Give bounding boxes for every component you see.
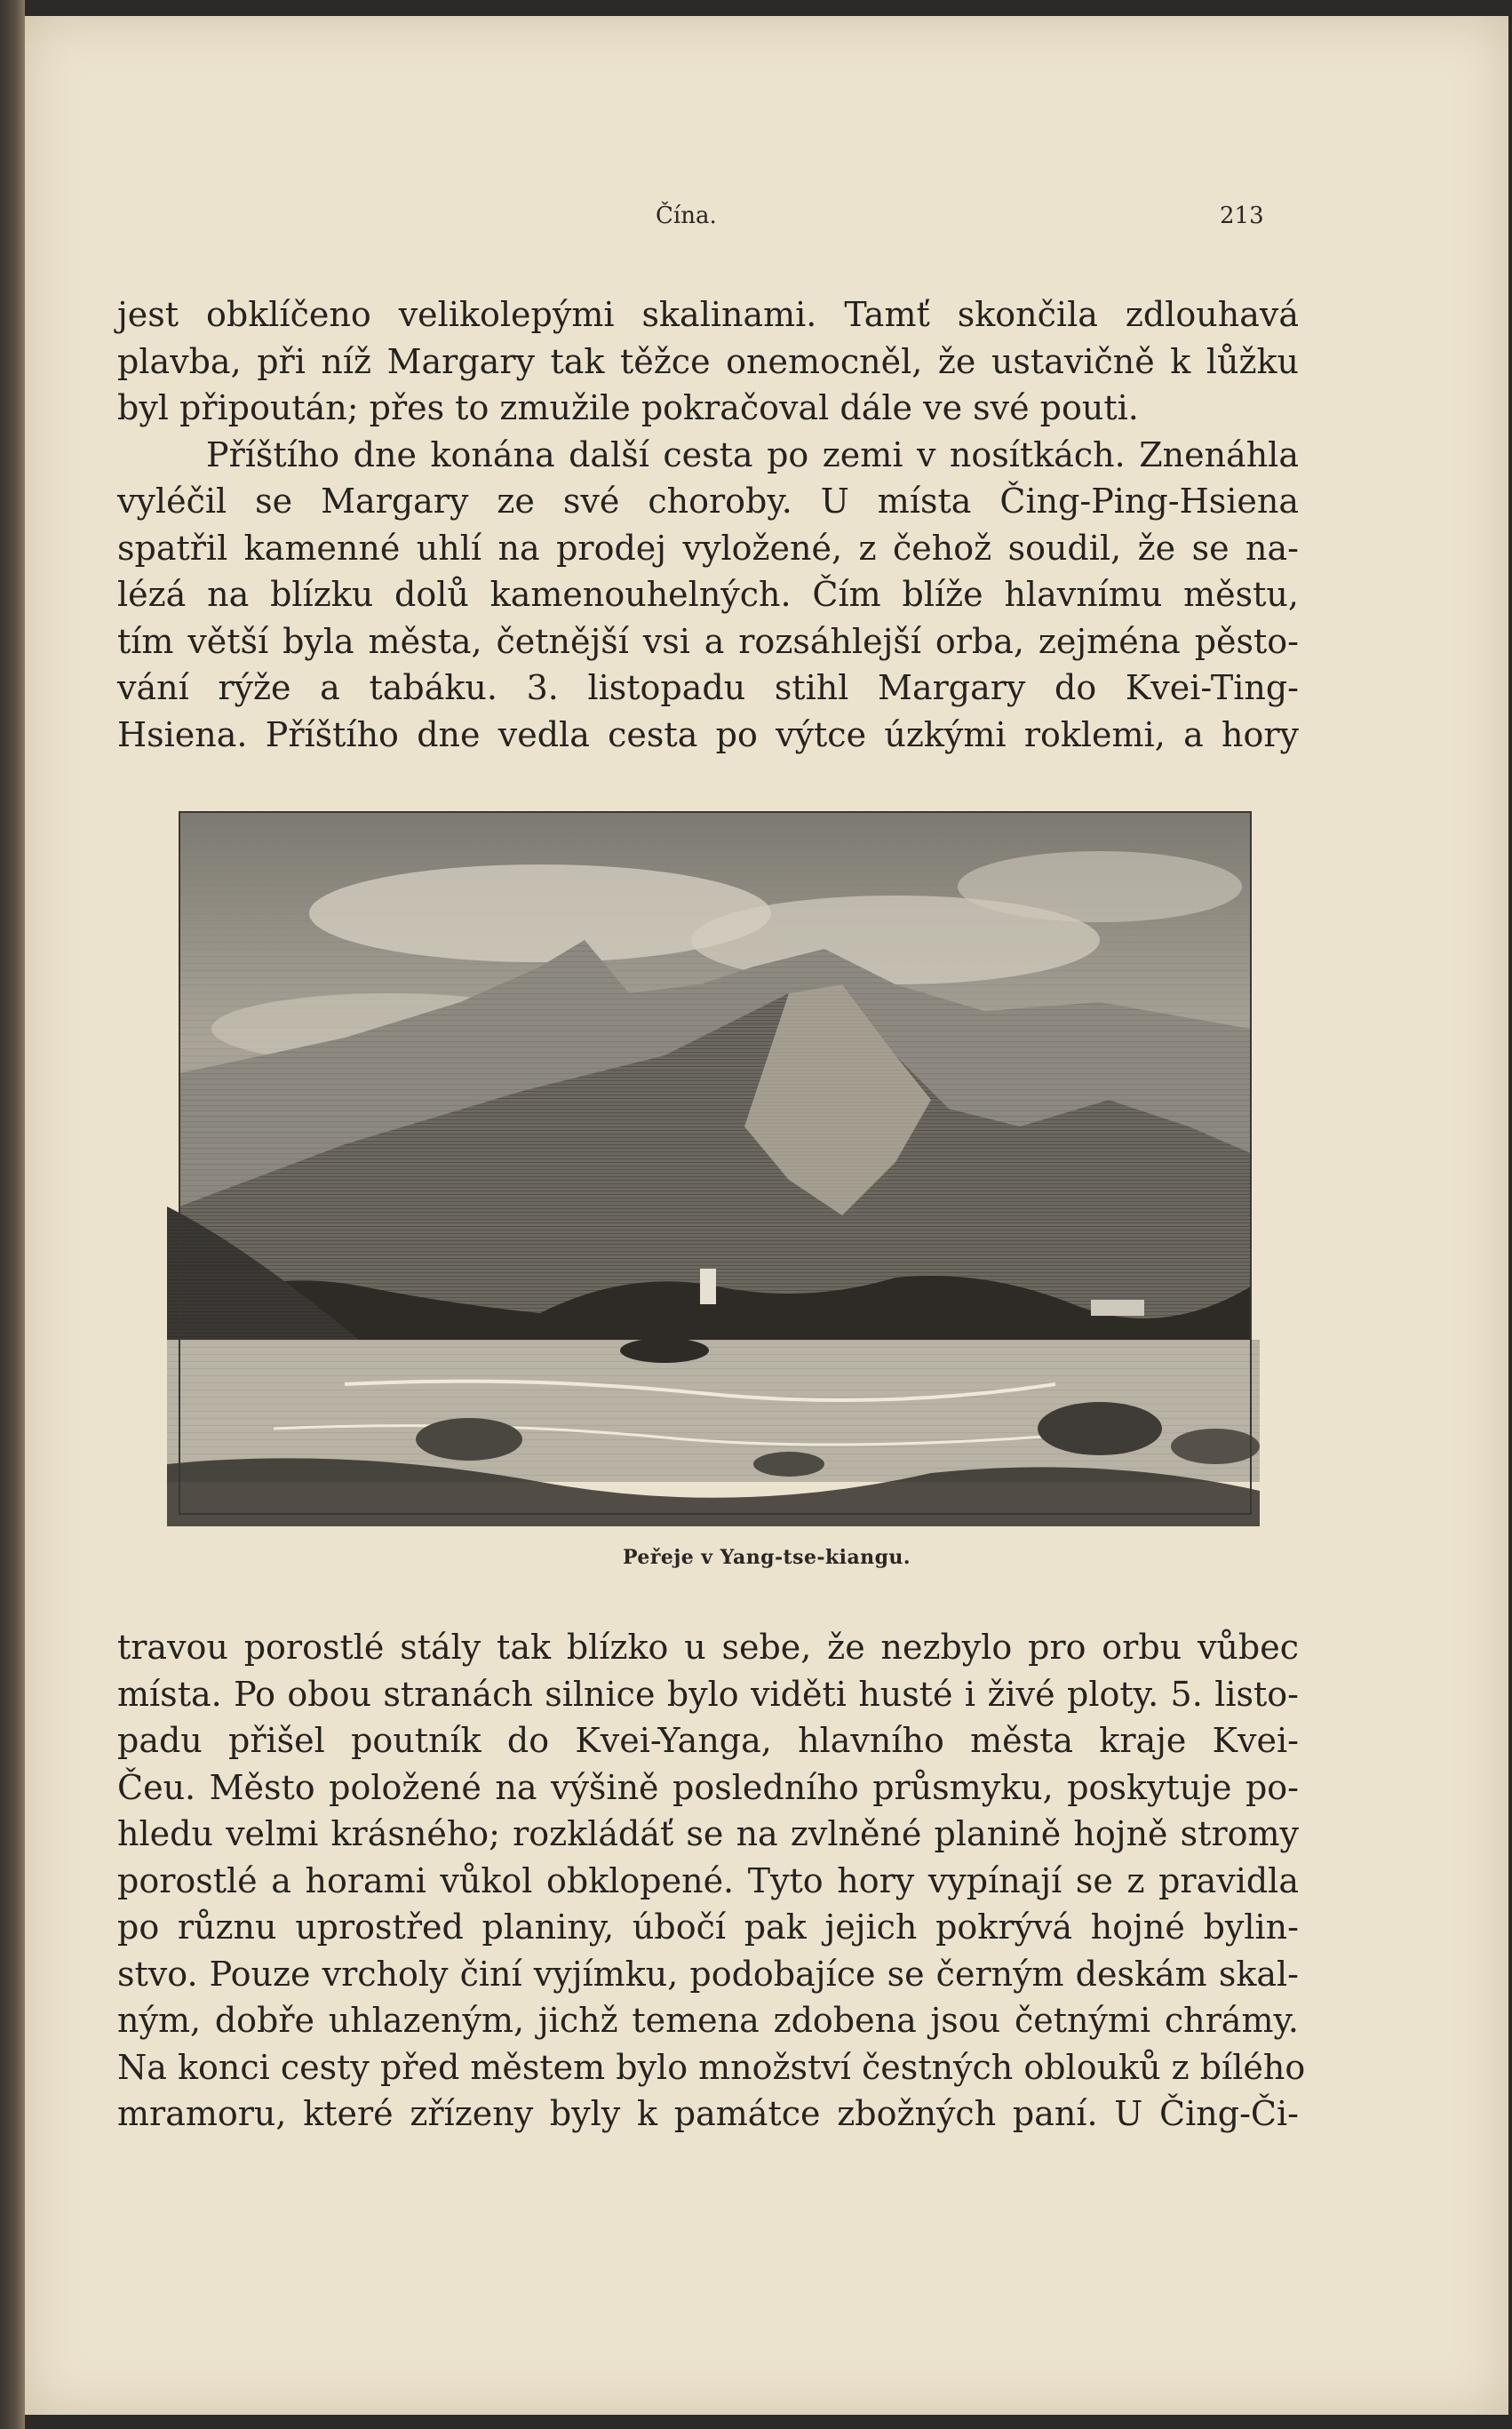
text-line: místa. Po obou stranách silnice bylo viděti husté i živé ploty. 5. listo- <box>117 1674 1299 1714</box>
mountain-river-engraving <box>167 807 1260 1526</box>
text-line: po různu uprostřed planiny, úbočí pak jejich pokrývá hojné bylin- <box>117 1907 1299 1947</box>
text-line: Na konci cesty před městem bylo množství čestných oblouků z bílého <box>117 2047 1306 2087</box>
text-line: spatřil kamenné uhlí na prodej vyložené, z čehož soudil, že se na- <box>117 528 1299 568</box>
running-head <box>25 203 1508 238</box>
text-line: jest obklíčeno velikolepými skalinami. Tamť skončila zdlouhavá <box>117 295 1299 334</box>
running-title: Čína. <box>656 203 717 229</box>
text-line: ným, dobře uhlazeným, jichž temena zdobena jsou četnými chrámy. <box>117 2001 1299 2040</box>
text-line: lézá na blízku dolů kamenouhelných. Čím blíže hlavnímu městu, <box>117 575 1299 614</box>
paragraph-bottom <box>117 1624 1306 2138</box>
illustration-caption: Peřeje v Yang-tse-kiangu. <box>623 1546 911 1569</box>
text-line: vání rýže a tabáku. 3. listopadu stihl Margary do Kvei-Ting- <box>117 668 1299 707</box>
text-line: tím větší byla města, četnější vsi a rozsáhlejší orba, zejména pěsto- <box>117 621 1299 661</box>
text-line: padu přišel poutník do Kvei-Yanga, hlavního města kraje Kvei- <box>117 1721 1299 1760</box>
book-spine-edge <box>0 0 25 2429</box>
paragraph-top <box>117 291 1299 758</box>
text-line: Čeu. Město položené na výšině posledního průsmyku, poskytuje po- <box>117 1767 1299 1807</box>
text-line: plavba, při níž Margary tak těžce onemocněl, že ustavičně k lůžku <box>117 341 1299 381</box>
text-line: mramoru, které zřízeny byly k památce zbožných paní. U Čing-Či- <box>117 2094 1299 2133</box>
text-line: travou porostlé stály tak blízko u sebe, že nezbylo pro orbu vůbec <box>117 1628 1299 1667</box>
text-line: stvo. Pouze vrcholy činí vyjímku, podobajíce se černým deskám skal- <box>117 1954 1299 1994</box>
page-number: 213 <box>1220 203 1264 229</box>
text-line: porostlé a horami vůkol obklopené. Tyto hory vypínají se z pravidla <box>117 1860 1299 1900</box>
text-line: hledu velmi krásného; rozkládáť se na zvlněné planině hojně stromy <box>117 1814 1299 1853</box>
text-line: byl připoután; přes to zmužile pokračoval dále ve své pouti. <box>117 388 1139 427</box>
text-line: Příštího dne konána další cesta po zemi v nosítkách. Znenáhla <box>206 434 1299 474</box>
book-page <box>25 16 1508 2415</box>
text-line: vyléčil se Margary ze své choroby. U místa Čing-Ping-Hsiena <box>117 482 1299 521</box>
text-line: Hsiena. Příštího dne vedla cesta po výtce úzkými roklemi, a hory <box>117 714 1299 754</box>
